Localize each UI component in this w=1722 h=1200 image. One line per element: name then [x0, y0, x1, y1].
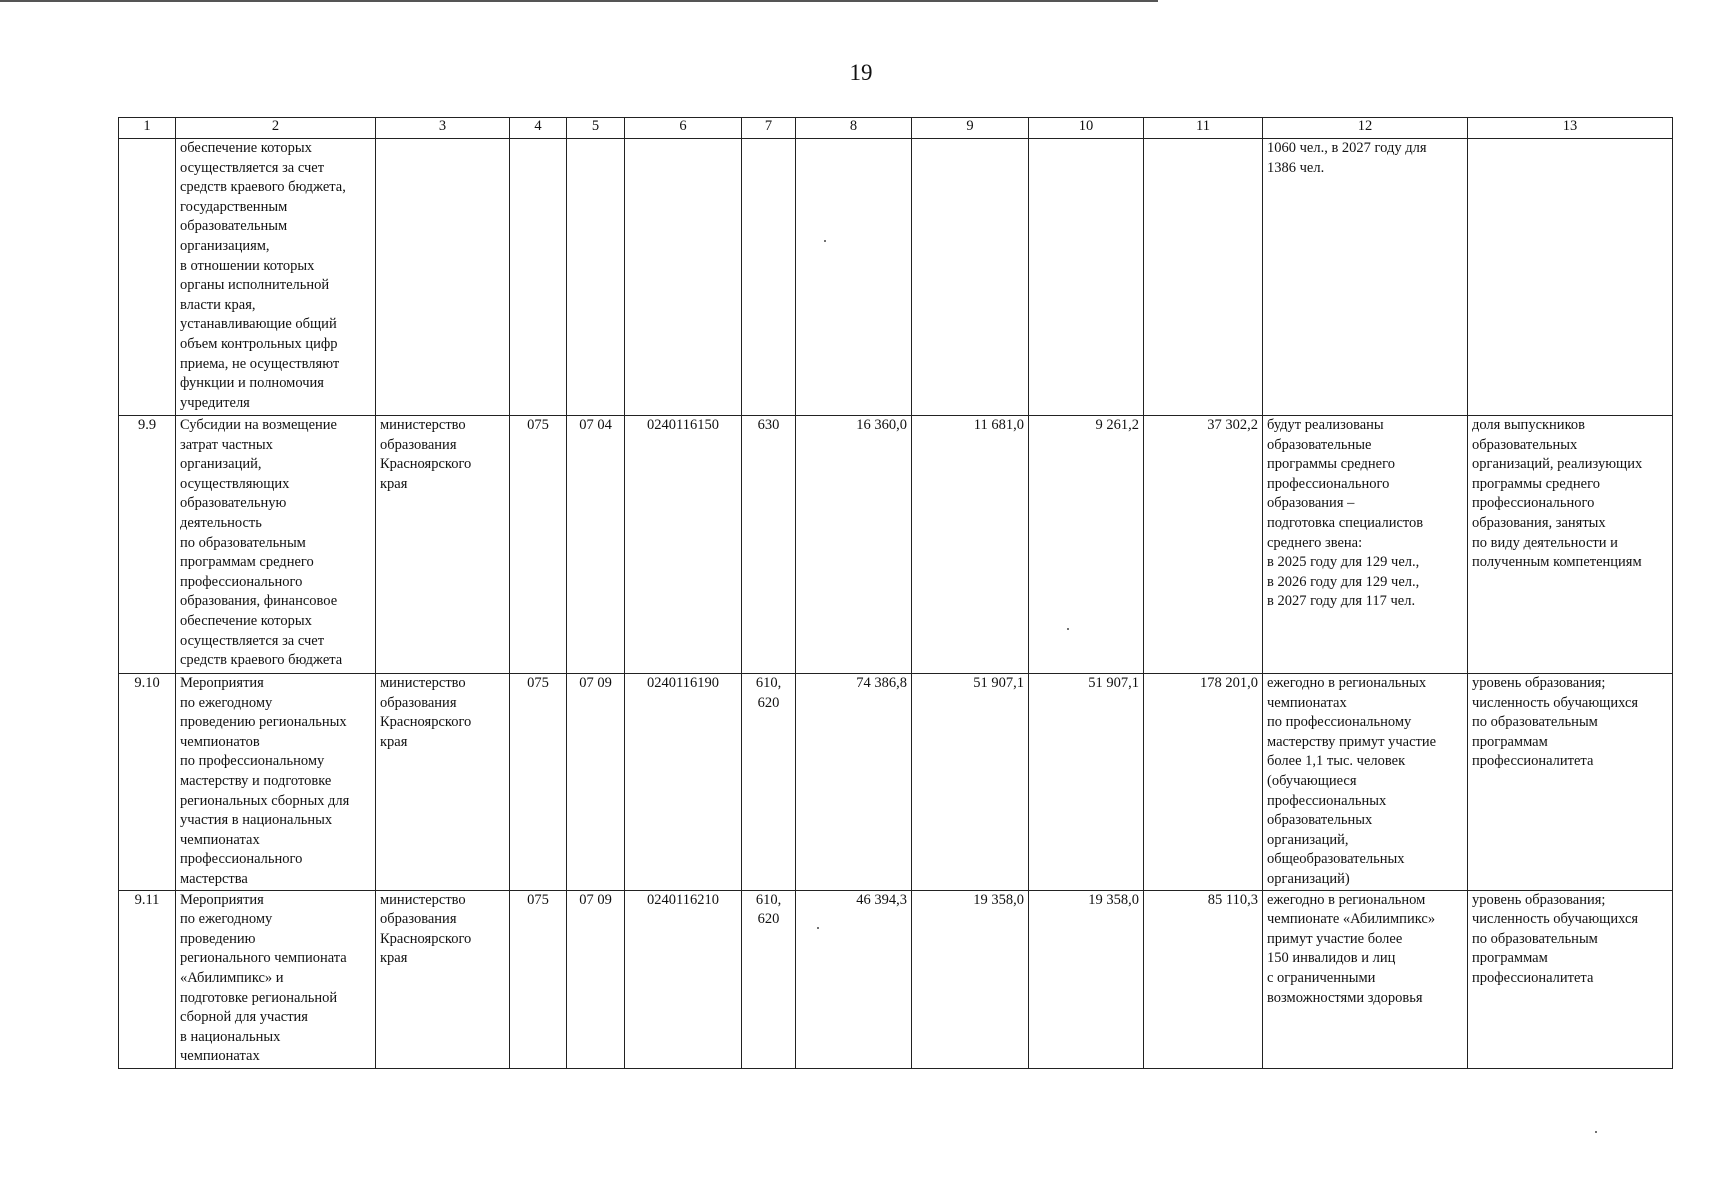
amount-2026: 51 907,1	[912, 674, 1029, 891]
target-article-code: 0240116190	[625, 674, 742, 891]
target-article-code: 0240116150	[625, 416, 742, 674]
measure-name: обеспечение которых осуществляется за счет средств краевого бюджета, государственным образовательным организациям, в отношении которых органы исполнительной власти края, устанавливающие общий объем контрольных цифр приема, не осуществляют функции и полномочия учредителя	[176, 139, 376, 416]
measure-name: Субсидии на возмещение затрат частных организаций, осуществляющих образовательную деятельность по образовательным программам среднего профессионального образования, финансовое обеспечение которых осуществляется за счет средств краевого бюджета	[176, 416, 376, 674]
row-number: 9.10	[119, 674, 176, 891]
measure-name: Мероприятия по ежегодному проведению регионального чемпионата «Абилимпикс» и подготовке региональной сборной для участия в национальных чемпионатах	[176, 890, 376, 1068]
header-cell: 2	[176, 118, 376, 139]
amount-2026: 11 681,0	[912, 416, 1029, 674]
indicator	[1468, 139, 1673, 416]
grbs-code: 075	[510, 890, 567, 1068]
amount-2027: 9 261,2	[1029, 416, 1144, 674]
header-cell: 8	[796, 118, 912, 139]
expense-type-code: 610, 620	[742, 674, 796, 891]
header-cell: 11	[1144, 118, 1263, 139]
amount-2025: 16 360,0	[796, 416, 912, 674]
section-code: 07 09	[567, 674, 625, 891]
target-article-code	[625, 139, 742, 416]
amount-2025: 46 394,3	[796, 890, 912, 1068]
expense-type-code: 610, 620	[742, 890, 796, 1068]
budget-table	[118, 117, 1673, 1069]
header-cell: 13	[1468, 118, 1673, 139]
expected-result: ежегодно в региональном чемпионате «Абилимпикс» примут участие более 150 инвалидов и лиц с ограниченными возможностями здоровья	[1263, 890, 1468, 1068]
measure-name: Мероприятия по ежегодному проведению региональных чемпионатов по профессиональному мастерству и подготовке региональных сборных для участия в национальных чемпионатах профессионального мастерства	[176, 674, 376, 891]
page-number: 19	[849, 60, 873, 85]
administrator: министерство образования Красноярского края	[376, 890, 510, 1068]
expected-result: ежегодно в региональных чемпионатах по профессиональному мастерству примут участие более 1,1 тыс. человек (обучающиеся профессиональных образовательных организаций, общеобразовательных организаций)	[1263, 674, 1468, 891]
top-border-line	[0, 0, 1158, 2]
header-cell: 9	[912, 118, 1029, 139]
table-row	[119, 674, 1673, 891]
amount-2025: 74 386,8	[796, 674, 912, 891]
header-cell: 10	[1029, 118, 1144, 139]
expected-result: будут реализованы образовательные программы среднего профессионального образования – подготовка специалистов среднего звена: в 2025 году для 129 чел., в 2026 году для 129 чел., в 2027 году для 117 чел.	[1263, 416, 1468, 674]
indicator: доля выпускников образовательных организаций, реализующих программы среднего профессионального образования, занятых по виду деятельности и полученным компетенциям	[1468, 416, 1673, 674]
amount-2027	[1029, 139, 1144, 416]
header-cell: 12	[1263, 118, 1468, 139]
table-row	[119, 890, 1673, 1068]
table-row	[119, 139, 1673, 416]
scan-speck	[824, 240, 826, 242]
header-cell: 7	[742, 118, 796, 139]
indicator: уровень образования; численность обучающихся по образовательным программам профессионалитета	[1468, 674, 1673, 891]
header-cell: 5	[567, 118, 625, 139]
header-cell: 4	[510, 118, 567, 139]
section-code: 07 04	[567, 416, 625, 674]
header-cell: 3	[376, 118, 510, 139]
scan-speck	[1595, 1131, 1597, 1133]
administrator: министерство образования Красноярского края	[376, 674, 510, 891]
amount-2027: 19 358,0	[1029, 890, 1144, 1068]
amount-2026: 19 358,0	[912, 890, 1029, 1068]
expense-type-code	[742, 139, 796, 416]
header-cell: 1	[119, 118, 176, 139]
amount-total: 37 302,2	[1144, 416, 1263, 674]
administrator: министерство образования Красноярского края	[376, 416, 510, 674]
row-number: 9.9	[119, 416, 176, 674]
amount-total: 85 110,3	[1144, 890, 1263, 1068]
amount-2025	[796, 139, 912, 416]
grbs-code: 075	[510, 416, 567, 674]
table-row	[119, 416, 1673, 674]
scan-speck	[1067, 628, 1069, 630]
amount-2026	[912, 139, 1029, 416]
section-code	[567, 139, 625, 416]
amount-total: 178 201,0	[1144, 674, 1263, 891]
scan-speck	[817, 927, 819, 929]
expense-type-code: 630	[742, 416, 796, 674]
administrator	[376, 139, 510, 416]
grbs-code: 075	[510, 674, 567, 891]
header-row	[119, 118, 1673, 139]
expected-result: 1060 чел., в 2027 году для 1386 чел.	[1263, 139, 1468, 416]
grbs-code	[510, 139, 567, 416]
header-cell: 6	[625, 118, 742, 139]
row-number: 9.11	[119, 890, 176, 1068]
amount-2027: 51 907,1	[1029, 674, 1144, 891]
amount-total	[1144, 139, 1263, 416]
indicator: уровень образования; численность обучающихся по образовательным программам профессионалитета	[1468, 890, 1673, 1068]
row-number	[119, 139, 176, 416]
section-code: 07 09	[567, 890, 625, 1068]
target-article-code: 0240116210	[625, 890, 742, 1068]
